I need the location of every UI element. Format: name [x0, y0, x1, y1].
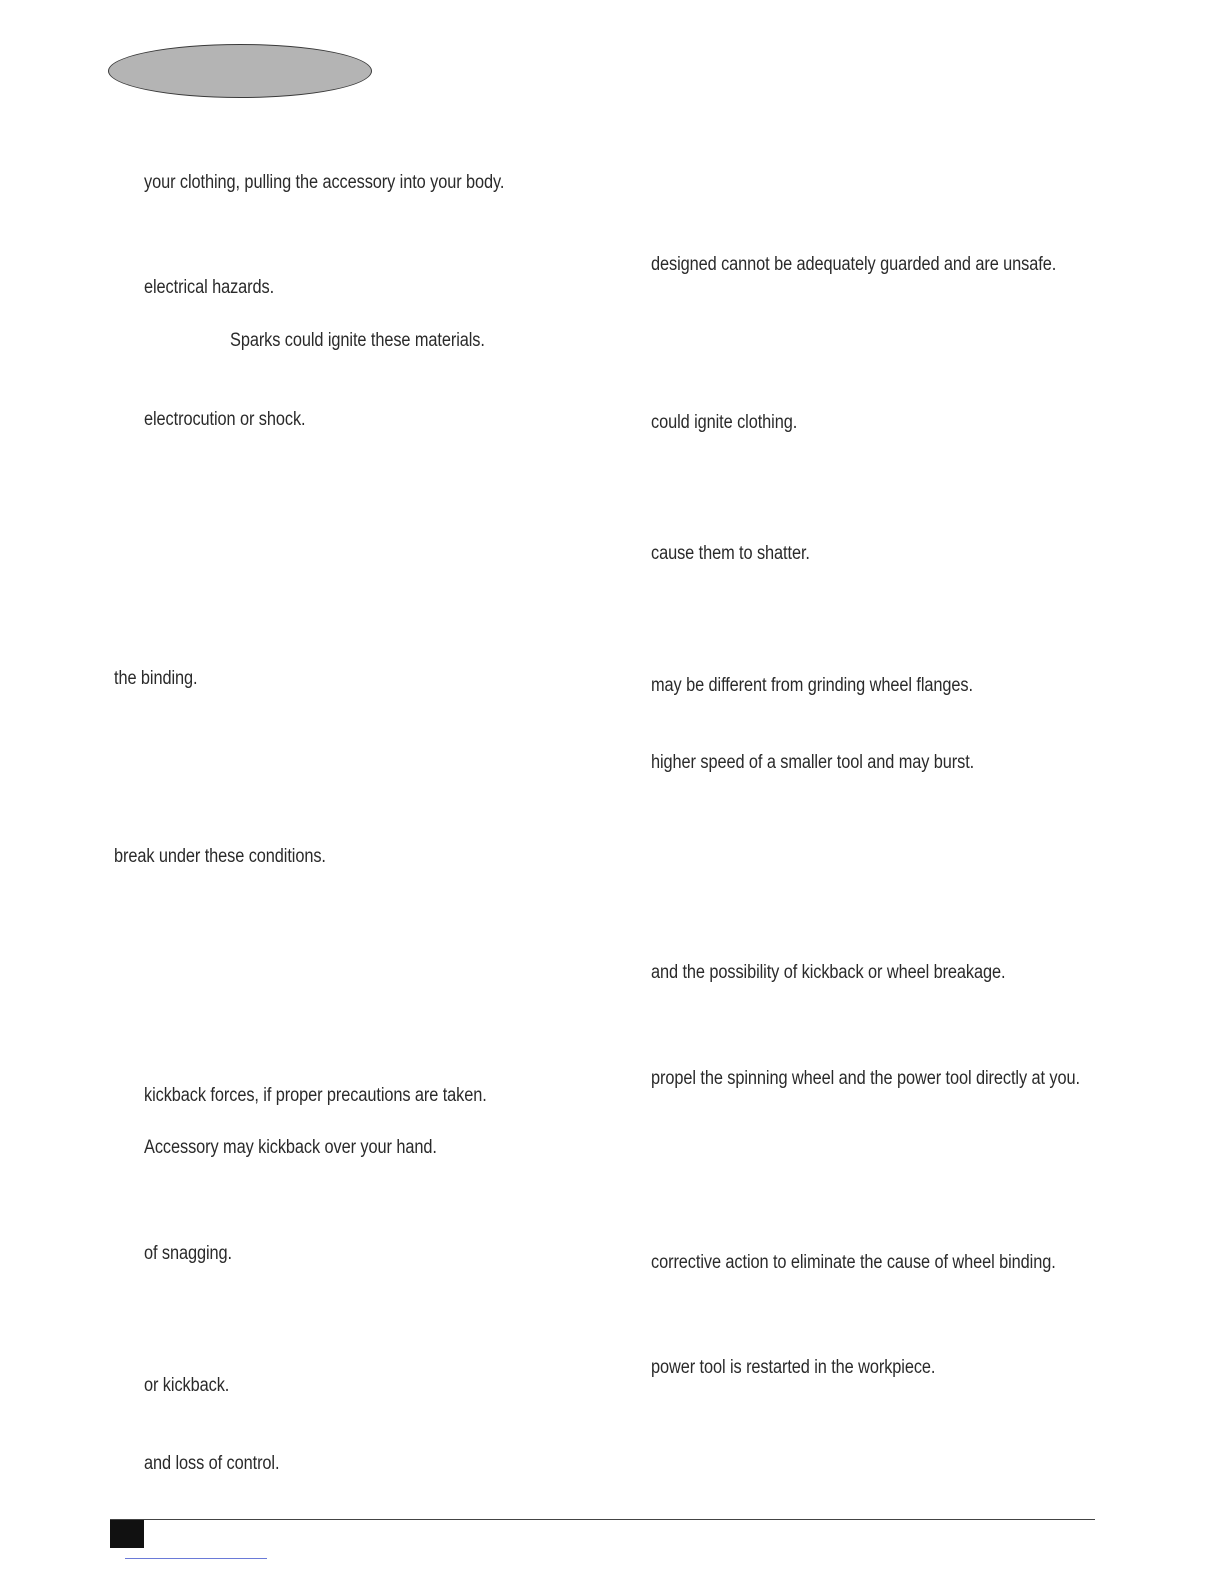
text-line: corrective action to eliminate the cause of wheel binding.: [651, 1252, 1056, 1273]
text-line: electrocution or shock.: [144, 409, 306, 430]
footer-link-underline: [125, 1558, 267, 1559]
text-line: higher speed of a smaller tool and may burst.: [651, 752, 975, 773]
text-line: kickback forces, if proper precautions are taken.: [144, 1085, 487, 1106]
text-line: power tool is restarted in the workpiece.: [651, 1357, 936, 1378]
text-line: may be different from grinding wheel flanges.: [651, 675, 973, 696]
text-line: the binding.: [114, 668, 198, 689]
text-line: designed cannot be adequately guarded and are unsafe.: [651, 254, 1057, 275]
text-line: or kickback.: [144, 1375, 230, 1396]
text-line: and loss of control.: [144, 1453, 280, 1474]
text-line: propel the spinning wheel and the power tool directly at you.: [651, 1068, 1080, 1089]
text-line: electrical hazards.: [144, 277, 275, 298]
text-line: Sparks could ignite these materials.: [230, 330, 485, 351]
text-line: break under these conditions.: [114, 846, 326, 867]
text-line: your clothing, pulling the accessory into your body.: [144, 172, 505, 193]
text-line: and the possibility of kickback or wheel breakage.: [651, 962, 1006, 983]
text-line: Accessory may kickback over your hand.: [144, 1137, 437, 1158]
text-line: could ignite clothing.: [651, 412, 798, 433]
text-line: of snagging.: [144, 1243, 233, 1264]
text-line: cause them to shatter.: [651, 543, 810, 564]
header-oval-badge: [108, 44, 372, 98]
footer-rule: [110, 1519, 1095, 1520]
page-number-marker: [110, 1520, 144, 1548]
